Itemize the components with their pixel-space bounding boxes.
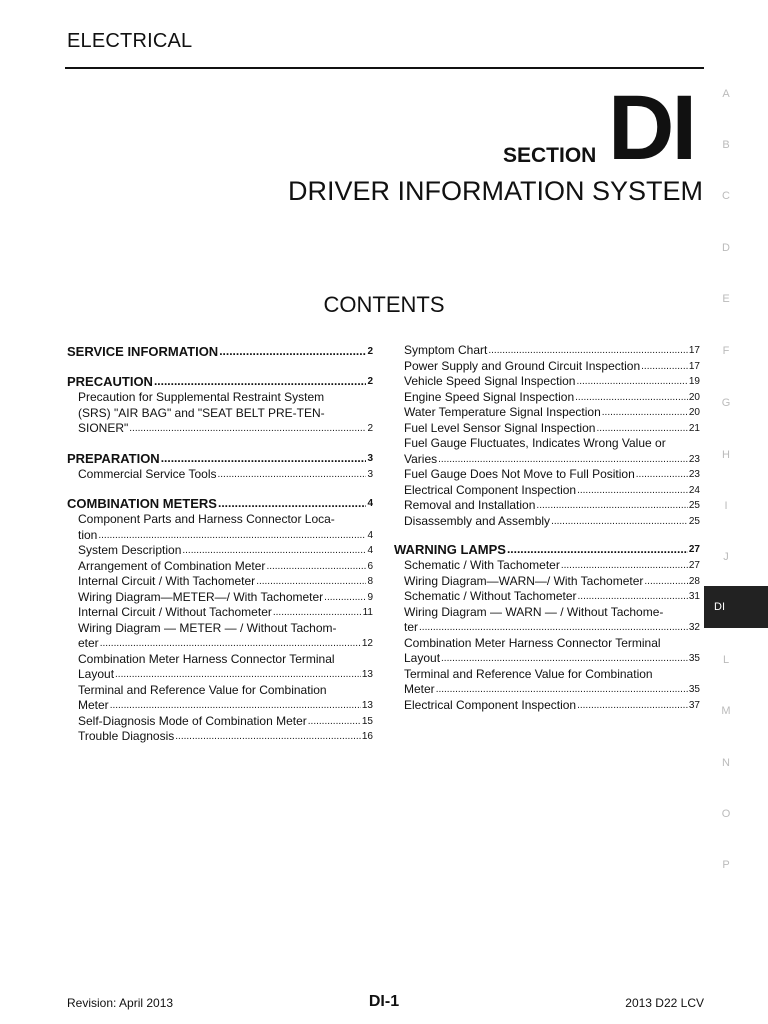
toc-dot-leader: [596, 421, 687, 437]
toc-dot-leader: [436, 682, 688, 698]
toc-entry-line: Precaution for Supplemental Restraint System: [78, 390, 325, 404]
toc-dot-leader: [419, 620, 688, 636]
toc-section-entry[interactable]: [67, 343, 373, 360]
toc-entry[interactable]: [67, 512, 373, 543]
toc-page-number: 27: [688, 560, 700, 571]
toc-entry-label: PREPARATION: [67, 450, 160, 466]
toc-entry-label: Fuel Gauge Does Not Move to Full Position: [404, 467, 635, 481]
section-tab-c[interactable]: C: [722, 190, 730, 202]
toc-entry[interactable]: [67, 543, 373, 559]
toc-page-number: 13: [361, 700, 373, 711]
toc-entry-label: Trouble Diagnosis: [78, 729, 175, 743]
toc-entry-label: Internal Circuit / Without Tachometer: [78, 605, 272, 619]
toc-dot-leader: [256, 574, 366, 590]
toc-entry[interactable]: [67, 714, 373, 730]
toc-entry[interactable]: [394, 698, 700, 714]
toc-entry-line: Terminal and Reference Value for Combination: [404, 666, 653, 681]
toc-dot-leader: [218, 467, 367, 483]
toc-dot-leader: [488, 343, 688, 359]
toc-entry[interactable]: [394, 467, 700, 483]
toc-page-number: 25: [688, 500, 700, 511]
toc-page-number: 13: [361, 669, 373, 680]
document-title: DRIVER INFORMATION SYSTEM: [287, 176, 703, 206]
toc-entry-line: Terminal and Reference Value for Combination: [78, 682, 327, 697]
toc-entry-label: Wiring Diagram—WARN—/ With Tachometer: [404, 573, 644, 588]
toc-page-number: 3: [367, 452, 373, 464]
section-tab-n[interactable]: N: [722, 757, 730, 769]
toc-entry[interactable]: [394, 405, 700, 421]
toc-page-number: 20: [688, 407, 700, 418]
header-title: ELECTRICAL: [67, 30, 193, 52]
toc-page-number: 35: [688, 684, 700, 695]
toc-page-number: 24: [688, 484, 700, 496]
toc-dot-leader: [536, 498, 687, 514]
toc-entry[interactable]: [394, 514, 700, 530]
toc-page-number: 8: [367, 576, 373, 587]
header-rule: [65, 67, 704, 69]
toc-dot-leader: [273, 605, 362, 621]
toc-entry[interactable]: [394, 390, 700, 406]
section-tab-p[interactable]: P: [722, 859, 730, 871]
toc-entry[interactable]: [394, 374, 700, 390]
toc-page-number: 6: [367, 560, 373, 572]
toc-entry-line: Fuel Gauge Fluctuates, Indicates Wrong Value or: [404, 436, 666, 450]
section-tab-e[interactable]: E: [722, 293, 730, 305]
toc-dot-leader: [575, 390, 688, 406]
toc-dot-leader: [507, 541, 688, 558]
toc-entry[interactable]: [394, 421, 700, 437]
toc-dot-leader: [161, 450, 367, 467]
toc-entry-label: Disassembly and Assembly: [404, 513, 551, 528]
toc-dot-leader: [641, 359, 688, 375]
toc-entry-label: eter: [78, 636, 99, 650]
toc-dot-leader: [100, 636, 361, 652]
toc-entry[interactable]: [67, 467, 373, 483]
toc-entry-label: Layout: [78, 667, 115, 681]
toc-page-number: 23: [688, 453, 700, 465]
toc-page-number: 19: [688, 376, 700, 387]
toc-page-number: 17: [688, 360, 700, 372]
toc-entry-label: PRECAUTION: [67, 374, 153, 389]
toc-entry-label: Internal Circuit / With Tachometer: [78, 574, 256, 588]
toc-dot-leader: [441, 651, 688, 667]
toc-entry-label: Power Supply and Ground Circuit Inspection: [404, 358, 641, 373]
toc-dot-leader: [602, 405, 688, 421]
toc-page-number: 12: [361, 638, 373, 649]
toc-entry-label: SERVICE INFORMATION: [67, 344, 219, 359]
footer-model: 2013 D22 LCV: [625, 996, 704, 1010]
toc-entry-label: Schematic / Without Tachometer: [404, 589, 577, 603]
toc-entry[interactable]: [67, 621, 373, 652]
section-tab-f[interactable]: F: [722, 345, 730, 357]
toc-page-number: 4: [367, 529, 373, 541]
toc-page-number: 4: [367, 498, 373, 509]
toc-section-entry[interactable]: [67, 495, 373, 512]
section-tab-h[interactable]: H: [722, 449, 730, 461]
toc-dot-leader: [324, 590, 366, 606]
toc-entry-label: SIONER": [78, 421, 129, 435]
toc-entry[interactable]: [394, 574, 700, 590]
toc-page-number: 2: [367, 376, 373, 387]
toc-dot-leader: [636, 467, 688, 483]
toc-section-entry[interactable]: [394, 541, 700, 558]
toc-entry-label: Commercial Service Tools: [78, 466, 217, 481]
section-tab-a[interactable]: A: [722, 88, 730, 100]
toc-page-number: 31: [688, 591, 700, 602]
toc-page-number: 23: [688, 469, 700, 480]
toc-dot-leader: [129, 421, 366, 437]
toc-section-entry[interactable]: [67, 450, 373, 467]
toc-dot-leader: [308, 714, 361, 730]
toc-entry-label: Fuel Level Sensor Signal Inspection: [404, 420, 596, 435]
toc-entry-line: Combination Meter Harness Connector Terminal: [404, 635, 661, 650]
toc-page-number: 21: [688, 422, 700, 434]
toc-entry-label: Wiring Diagram—METER—/ With Tachometer: [78, 589, 324, 604]
toc-entry[interactable]: [67, 605, 373, 621]
section-tab-d[interactable]: D: [722, 242, 730, 254]
toc-entry-label: System Description: [78, 543, 182, 557]
toc-entry-label: Meter: [404, 682, 435, 696]
section-tab-m[interactable]: M: [721, 705, 731, 717]
toc-entry-label: Electrical Component Inspection: [404, 697, 577, 712]
toc-entry-line: Wiring Diagram — WARN — / Without Tachome-: [404, 604, 664, 619]
toc-entry[interactable]: [67, 683, 373, 714]
footer-revision: Revision: April 2013: [67, 996, 174, 1010]
toc-left-column: [67, 343, 373, 745]
toc-dot-leader: [578, 589, 688, 605]
toc-entry[interactable]: [394, 436, 700, 467]
toc-dot-leader: [154, 373, 366, 390]
toc-page-number: 37: [688, 699, 700, 711]
toc-entry-label: Engine Speed Signal Inspection: [404, 389, 575, 404]
contents-heading: CONTENTS: [323, 292, 445, 317]
toc-dot-leader: [551, 514, 688, 530]
section-tab-g[interactable]: G: [721, 397, 731, 409]
toc-dot-leader: [218, 495, 366, 512]
toc-page-number: 3: [367, 468, 373, 480]
toc-page-number: 20: [688, 391, 700, 403]
toc-entry-label: Varies: [404, 451, 438, 466]
toc-page-number: 9: [367, 591, 373, 603]
toc-page-number: 11: [362, 607, 373, 618]
toc-entry[interactable]: [394, 359, 700, 375]
toc-entry-label: Water Temperature Signal Inspection: [404, 405, 601, 419]
section-word: SECTION: [503, 144, 597, 167]
section-code: DI: [608, 77, 694, 179]
toc-entry-line: Component Parts and Harness Connector Loca-: [78, 512, 335, 526]
toc-entry[interactable]: [394, 589, 700, 605]
toc-entry-line: (SRS) "AIR BAG" and "SEAT BELT PRE-TEN-: [78, 405, 325, 420]
toc-entry[interactable]: [67, 652, 373, 683]
toc-entry[interactable]: [394, 636, 700, 667]
toc-dot-leader: [266, 559, 366, 575]
toc-entry[interactable]: [67, 574, 373, 590]
toc-dot-leader: [115, 667, 361, 683]
toc-entry-label: Self-Diagnosis Mode of Combination Meter: [78, 713, 307, 728]
toc-dot-leader: [577, 698, 688, 714]
toc-entry[interactable]: [67, 390, 373, 437]
toc-entry[interactable]: [394, 483, 700, 499]
toc-entry[interactable]: [67, 559, 373, 575]
toc-dot-leader: [644, 574, 687, 590]
footer-page-number: DI-1: [368, 993, 400, 1010]
section-tab-di[interactable]: DI: [704, 586, 768, 628]
toc-page-number: 2: [367, 423, 373, 434]
section-tab-o[interactable]: O: [721, 808, 731, 820]
toc-entry[interactable]: [394, 605, 700, 636]
toc-entry-line: Combination Meter Harness Connector Terminal: [78, 651, 335, 666]
toc-entry[interactable]: [394, 667, 700, 698]
toc-page-number: 2: [367, 346, 373, 357]
toc-entry-label: tion: [78, 527, 98, 542]
section-tab-l[interactable]: L: [722, 654, 730, 666]
toc-entry-label: Schematic / With Tachometer: [404, 558, 560, 572]
toc-dot-leader: [561, 558, 688, 574]
toc-dot-leader: [576, 374, 687, 390]
toc-dot-leader: [182, 543, 366, 559]
section-index-tabs: [704, 0, 768, 1024]
toc-dot-leader: [577, 483, 688, 499]
toc-dot-leader: [175, 729, 361, 745]
toc-entry-label: Vehicle Speed Signal Inspection: [404, 374, 576, 388]
toc-entry-label: Meter: [78, 698, 109, 712]
toc-entry-label: Layout: [404, 651, 441, 665]
toc-page-number: 16: [361, 731, 373, 742]
toc-entry-label: COMBINATION METERS: [67, 496, 217, 511]
toc-page-number: 27: [688, 544, 700, 555]
toc-entry-label: Electrical Component Inspection: [404, 482, 577, 497]
toc-section-entry[interactable]: [67, 373, 373, 390]
toc-page-number: 15: [361, 715, 373, 727]
toc-entry[interactable]: [394, 498, 700, 514]
toc-entry-label: Arrangement of Combination Meter: [78, 558, 266, 573]
toc-entry-label: Removal and Installation: [404, 498, 536, 512]
section-tab-i[interactable]: I: [724, 500, 728, 512]
toc-page-number: 17: [688, 345, 700, 356]
toc-page-number: 4: [367, 545, 373, 556]
toc-dot-leader: [438, 452, 688, 468]
toc-right-column: [394, 343, 700, 713]
toc-page-number: 25: [688, 515, 700, 527]
toc-page-number: 35: [688, 653, 700, 664]
toc-entry[interactable]: [67, 590, 373, 606]
toc-entry-label: WARNING LAMPS: [394, 542, 506, 557]
toc-entry-line: Wiring Diagram — METER — / Without Tachom-: [78, 620, 337, 635]
section-tab-j[interactable]: J: [723, 551, 729, 563]
toc-entry[interactable]: [67, 729, 373, 745]
toc-dot-leader: [219, 343, 366, 360]
section-tab-b[interactable]: B: [722, 139, 730, 151]
toc-dot-leader: [98, 528, 366, 544]
toc-entry[interactable]: [394, 343, 700, 359]
toc-entry-label: Symptom Chart: [404, 343, 488, 357]
toc-entry-label: ter: [404, 620, 419, 634]
toc-entry[interactable]: [394, 558, 700, 574]
toc-dot-leader: [110, 698, 361, 714]
toc-page-number: 32: [688, 622, 700, 633]
toc-page-number: 28: [688, 575, 700, 587]
